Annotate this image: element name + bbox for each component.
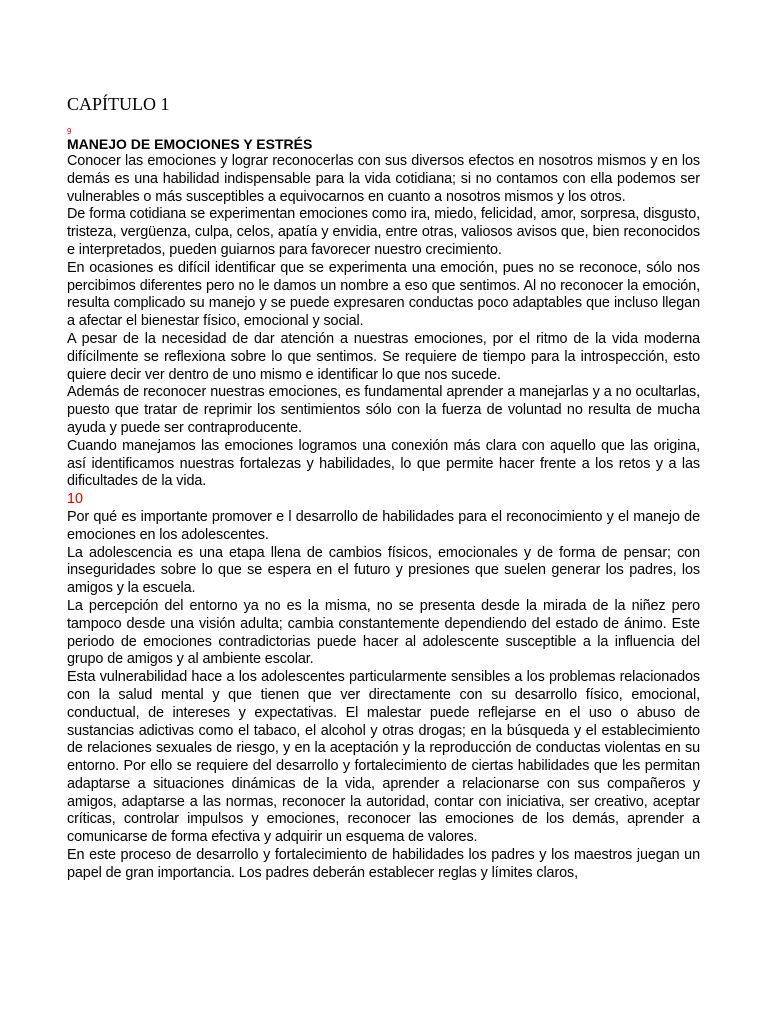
paragraph: De forma cotidiana se experimentan emociones como ira, miedo, felicidad, amor, sorpresa, disgusto, tristeza, vergüenza, culpa, celos, apatía y envidia, entre otras, valiosos avisos que, bien reconocidos e interpretados, pueden guiarnos para favorecer nuestro crecimiento. — [67, 206, 700, 258]
paragraph: Por qué es importante promover e l desarrollo de habilidades para el reconocimiento y el manejo de emociones en los adolescentes. — [67, 508, 700, 543]
paragraph: La adolescencia es una etapa llena de cambios físicos, emocionales y de forma de pensar; con inseguridades sobre lo que se espera en el futuro y presiones que suelen generar los padres, los amigos y la escuela. — [67, 544, 700, 597]
paragraph: Además de reconocer nuestras emociones, es fundamental aprender a manejarlas y a no ocultarlas, puesto que tratar de reprimir los sentimientos sólo con la fuerza de voluntad no resulta de mucha ayuda y puede ser contraproducente. — [67, 384, 700, 436]
page-marker-10: 10 — [67, 491, 84, 508]
paragraph: Cuando manejamos las emociones logramos una conexión más clara con aquello que las origina, así identificamos nuestras fortalezas y habilidades, lo que permite hacer frente a los retos y a las dificultades de la vida. — [67, 437, 700, 490]
paragraph: En ocasiones es difícil identificar que se experimenta una emoción, pues no se reconoce, sólo nos percibimos diferentes pero no le damos un nombre a eso que sentimos. Al no reconocer la emoción, resulta complicado su manejo y se puede expresaren conductas poco adaptables que incluso llegan a afectar el bienestar físico, emocional y social. — [67, 259, 700, 330]
paragraph: En este proceso de desarrollo y fortalecimiento de habilidades los padres y los maestros juegan un papel de gran importancia. Los padres deberán establecer reglas y límites claros, — [67, 847, 700, 881]
chapter-title: CAPÍTULO 1 — [67, 94, 170, 114]
paragraph: La percepción del entorno ya no es la misma, no se presenta desde la mirada de la niñez pero tampoco desde una visión adulta; cambia constantemente dependiendo del estado de ánimo. Este periodo de emociones contradictorias puede hacer al adolescente susceptible a la influencia del grupo de amigos y al ambiente escolar. — [67, 597, 700, 668]
paragraph: A pesar de la necesidad de dar atención a nuestras emociones, por el ritmo de la vida moderna difícilmente se reflexiona sobre lo que sentimos. Se requiere de tiempo para la introspección, esto quiere decir ver dentro de uno mismo e identificar lo que nos sucede. — [67, 330, 700, 383]
document-page — [67, 92, 700, 883]
paragraph: Conocer las emociones y lograr reconocerlas con sus diversos efectos en nosotros mismos y en los demás es una habilidad indispensable para la vida cotidiana; si no contamos con ella podemos ser vulnerables o más susceptibles a equivocarnos en cuanto a nosotros mismos y los otros. — [67, 153, 700, 205]
section-heading: MANEJO DE EMOCIONES Y ESTRÉS — [67, 136, 313, 152]
page-marker-9: 9 — [67, 127, 72, 136]
paragraph: Esta vulnerabilidad hace a los adolescentes particularmente sensibles a los problemas relacionados con la salud mental y que tienen que ver directamente con su desarrollo físico, emocional, conductual, de intereses y expectativas. El malestar puede reflejarse en el uso o abuso de sustancias adictivas como el tabaco, el alcohol y otras drogas; en la búsqueda y el establecimiento de relaciones sexuales de riesgo, y en la aceptación y la reproducción de conductas violentas en su entorno. Por ello se requiere del desarrollo y fortalecimiento de ciertas habilidades que les permitan adaptarse a situaciones dinámicas de la vida, aprender a relacionarse con sus compañeros y amigos, adaptarse a las normas, reconocer la autoridad, contar con iniciativa, ser creativo, aceptar críticas, controlar impulsos y emociones, reconocer las emociones de los demás, aprender a comunicarse de forma efectiva y adquirir un esquema de valores. — [67, 669, 700, 846]
